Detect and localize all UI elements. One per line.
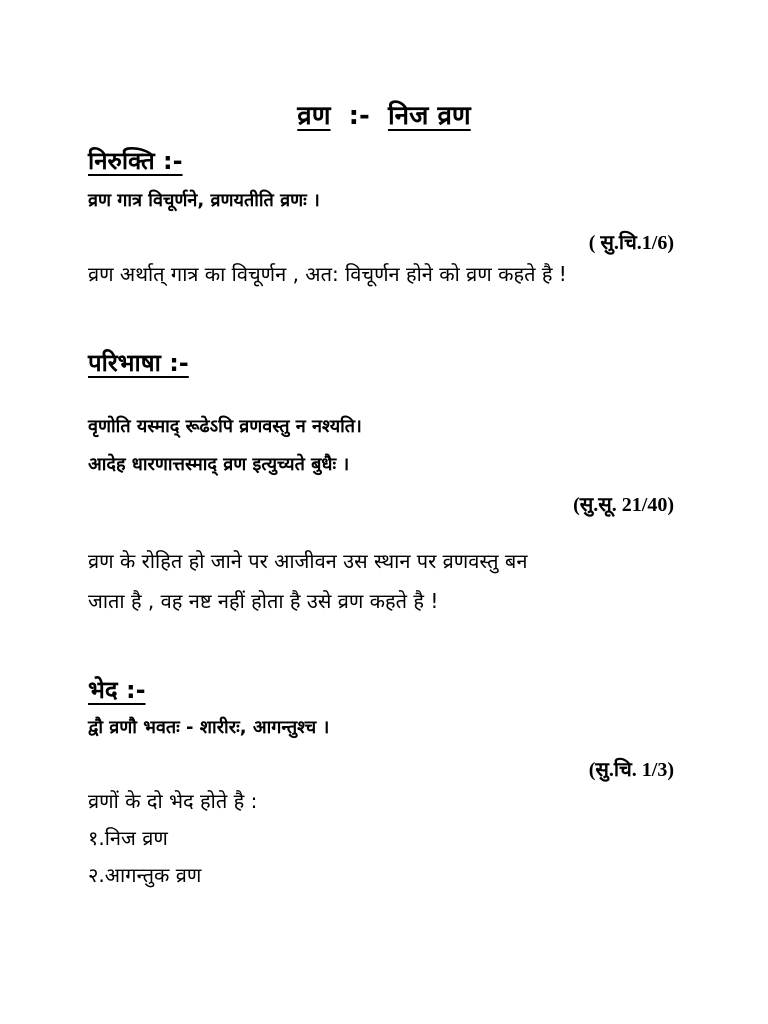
nirukti-verse: व्रण गात्र विचूर्णने, व्रणयतीति व्रणः । [88, 190, 320, 211]
nirukti-citation: ( सु.चि.1/6) [588, 232, 674, 254]
bhed-intro: व्रणों के दो भेद होते है : [88, 789, 258, 813]
bhed-citation: (सु.चि. 1/3) [588, 759, 674, 781]
paribhasha-explanation-line2: जाता है , वह नष्ट नहीं होता है उसे व्रण कहते है ! [88, 589, 439, 613]
bhed-item: १.निज व्रण [88, 826, 168, 850]
bhed-item: २.आगन्तुक व्रण [88, 863, 202, 887]
title-part1: व्रण [297, 101, 331, 131]
page-title [0, 96, 768, 132]
title-separator: :- [348, 101, 370, 131]
nirukti-explanation: व्रण अर्थात् गात्र का विचूर्णन , अत: विचूर्णन होने को व्रण कहते है ! [88, 262, 567, 286]
paribhasha-verse-line1: वृणोति यस्माद् रूढेऽपि व्रणवस्तु न नश्यति। [88, 416, 362, 437]
paribhasha-heading: परिभाषा :- [88, 349, 189, 377]
bhed-heading: भेद :- [88, 676, 146, 704]
paribhasha-verse-line2: आदेह धारणात्तस्माद् व्रण इत्युच्यते बुधैः । [88, 454, 350, 475]
nirukti-heading: निरुक्ति :- [88, 147, 183, 175]
paribhasha-explanation-line1: व्रण के रोहित हो जाने पर आजीवन उस स्थान पर व्रणवस्तु बन [88, 549, 528, 573]
paribhasha-citation: (सु.सू. 21/40) [573, 494, 674, 516]
title-part2: निज व्रण [387, 101, 471, 131]
bhed-verse: द्वौ व्रणौ भवतः - शारीरः, आगन्तुश्च । [88, 717, 330, 738]
